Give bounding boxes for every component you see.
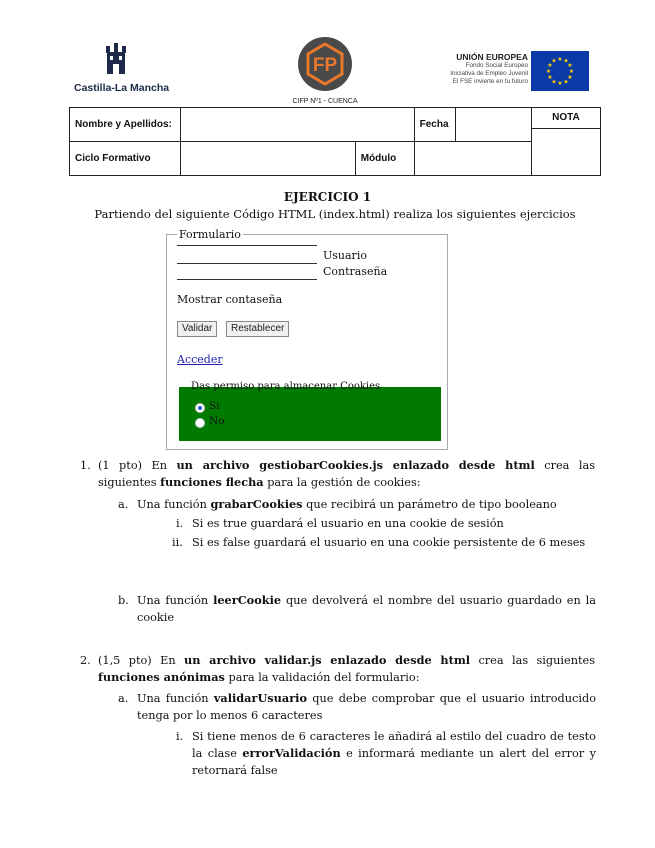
cifp-emblem-icon	[297, 36, 353, 92]
svg-text:★: ★	[568, 68, 575, 75]
nombre-field[interactable]	[181, 108, 414, 142]
password-input[interactable]	[177, 279, 317, 280]
eu-text-block	[430, 52, 528, 86]
modulo-field[interactable]	[414, 142, 531, 176]
exercise-title: EJERCICIO 1	[283, 190, 372, 204]
si-radio[interactable]	[195, 403, 205, 413]
form-legend: Formulario	[179, 228, 241, 241]
svg-text:★: ★	[551, 57, 557, 65]
student-info-table	[69, 107, 601, 176]
acceder-link[interactable]: Acceder	[177, 353, 223, 366]
item-2a-i-text: Si tiene menos de 6 caracteres le añadirá al estilo del cuadro de testo la clase errorValidación e informará mediante un alert del error y retornará false	[192, 730, 596, 777]
eu-line: Iniciativa de Empleo Juvenil	[450, 70, 528, 77]
si-label: Si	[209, 400, 220, 412]
castilla-la-mancha-logo	[74, 42, 170, 94]
no-radio[interactable]	[195, 418, 205, 428]
validar-button[interactable]: Validar	[177, 321, 217, 337]
eu-title: UNIÓN EUROPEA	[456, 52, 528, 62]
castle-icon	[103, 42, 129, 76]
svg-text:★: ★	[567, 62, 573, 69]
modulo-label: Módulo	[355, 142, 414, 176]
item-number: 2.	[80, 654, 91, 667]
item-letter: a.	[118, 498, 129, 511]
item-1-text: (1 pto) En un archivo gestiobarCookies.js enlazado desde html crea las siguientes funciones flecha para la gestión de cookies:	[98, 458, 595, 489]
svg-text:★: ★	[563, 78, 569, 86]
cookies-fieldset	[179, 381, 441, 441]
cookies-legend: Das permiso para almacenar Cookies	[191, 381, 381, 392]
svg-text:★: ★	[547, 62, 553, 69]
item-letter: b.	[118, 594, 129, 607]
svg-text:FP: FP	[312, 55, 338, 76]
usuario-input[interactable]	[177, 263, 317, 264]
eu-line: El FSE invierte en tu futuro	[452, 78, 528, 85]
svg-text:★: ★	[551, 78, 557, 86]
item-1a-i-text: Si es true guardará el usuario en una cookie de sesión	[192, 517, 504, 530]
item-roman: i.	[176, 517, 184, 530]
item-number: 1.	[80, 459, 91, 472]
item-2a-text: Una función validarUsuario que debe comprobar que el usuario introducido tenga por lo menos 6 caracteres	[137, 691, 596, 722]
fecha-field[interactable]	[455, 108, 531, 142]
no-label: No	[209, 415, 225, 427]
item-1a-ii-text: Si es false guardará el usuario en una cookie persistente de 6 meses	[192, 536, 586, 549]
item-1b-text: Una función leerCookie que devolverá el nombre del usuario guardado en la cookie	[137, 593, 597, 624]
svg-text:★: ★	[545, 68, 552, 75]
item-roman: ii.	[172, 536, 183, 549]
usuario-label: Usuario	[323, 249, 367, 262]
nota-cell	[531, 108, 600, 176]
fecha-label: Fecha	[414, 108, 455, 142]
ciclo-label: Ciclo Formativo	[70, 142, 181, 176]
eu-flag-icon	[531, 51, 589, 91]
item-1a-text: Una función grabarCookies que recibirá un parámetro de tipo booleano	[137, 497, 557, 511]
form-top-line	[177, 245, 317, 246]
svg-text:★: ★	[557, 80, 563, 87]
eu-line: Fondo Social Europeo	[465, 62, 528, 69]
item-letter: a.	[118, 692, 129, 705]
nota-label: NOTA	[532, 108, 600, 129]
password-label: Contraseña	[323, 265, 388, 278]
clm-name: Castilla-La Mancha	[74, 82, 170, 94]
nombre-label: Nombre y Apellidos:	[70, 108, 181, 142]
form-screenshot	[166, 228, 448, 450]
reset-button[interactable]: Restablecer	[226, 321, 289, 337]
show-password-label[interactable]: Mostrar contaseña	[177, 293, 283, 306]
svg-text:★: ★	[567, 74, 573, 81]
exercise-intro: Partiendo del siguiente Código HTML (index.html) realiza los siguientes ejercicios	[94, 207, 576, 221]
cifp-caption: CIFP Nº1 - CUENCA	[292, 98, 358, 105]
svg-text:★: ★	[563, 57, 569, 65]
ciclo-field[interactable]	[181, 142, 356, 176]
svg-text:★: ★	[547, 74, 553, 81]
item-roman: i.	[176, 730, 184, 743]
cifp-logo	[280, 36, 370, 105]
svg-text:★: ★	[557, 56, 563, 63]
item-2-text: (1,5 pto) En un archivo validar.js enlazado desde html crea las siguientes funciones anónimas para la validación del formulario:	[98, 653, 596, 684]
